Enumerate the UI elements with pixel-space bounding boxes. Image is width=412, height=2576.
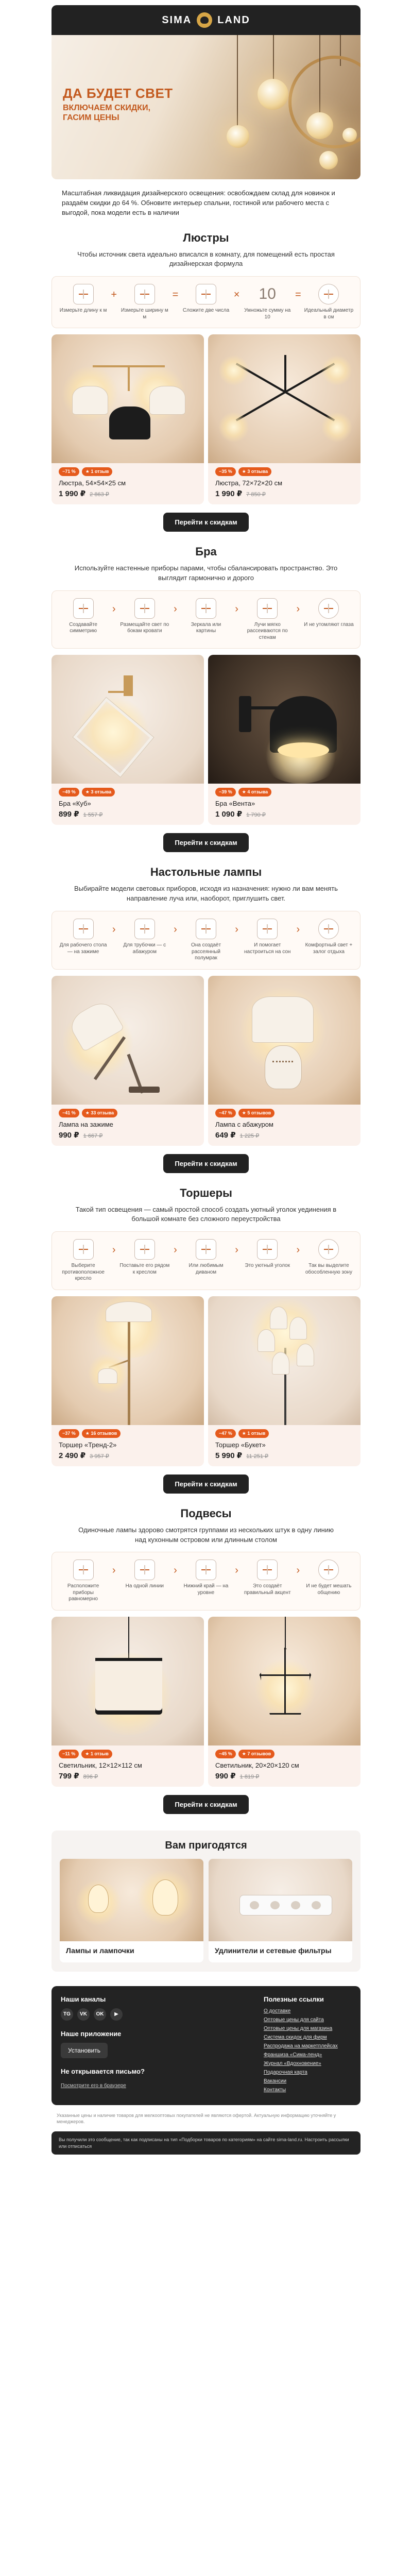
step: Поставьте его рядом к креслом bbox=[118, 1239, 170, 1276]
discount-badge: −47 % bbox=[215, 1429, 236, 1438]
arrow-icon: › bbox=[296, 603, 300, 615]
product-price: 1 990 ₽ bbox=[59, 489, 86, 499]
footer-link[interactable]: Распродажа на маркетплейсах bbox=[264, 2043, 338, 2049]
zone-icon bbox=[318, 1239, 339, 1260]
number-ten: 10 bbox=[259, 285, 276, 303]
section-title: Торшеры bbox=[180, 1186, 232, 1199]
step: Создавайте симметрию bbox=[57, 598, 109, 635]
section-desc: Одиночные лампы здорово смотрятся группами из нескольких штук в одну линию над кухонным островом или длинным столом bbox=[78, 1526, 334, 1544]
symmetry-icon bbox=[73, 598, 94, 619]
product-name[interactable]: Светильник, 12×12×112 см bbox=[59, 1761, 142, 1769]
product-image[interactable] bbox=[208, 655, 360, 784]
moon-icon bbox=[257, 919, 278, 939]
step: Зеркала или картины bbox=[180, 598, 232, 635]
step: Расположите приборы равномерно bbox=[57, 1560, 109, 1603]
room-length-icon bbox=[73, 284, 94, 304]
height-icon bbox=[196, 1560, 216, 1580]
old-price: 3 957 ₽ bbox=[90, 1453, 109, 1460]
product-name[interactable]: Светильник, 20×20×120 см bbox=[215, 1761, 299, 1769]
product-name[interactable]: Торшер «Тренд-2» bbox=[59, 1440, 117, 1449]
arrow-icon: › bbox=[112, 603, 116, 615]
hero-subtitle: ВКЛЮЧАЕМ СКИДКИ, ГАСИМ ЦЕНЫ bbox=[63, 104, 151, 123]
footer-link[interactable]: Оптовые цены для сайта bbox=[264, 2016, 324, 2023]
section-sconces bbox=[52, 545, 360, 852]
reviews-badge: ★ 1 отзыв bbox=[238, 1429, 269, 1438]
people-icon bbox=[318, 1560, 339, 1580]
product-image[interactable] bbox=[52, 655, 204, 784]
step: Выберите противоположное кресло bbox=[57, 1239, 109, 1282]
old-price: 1 819 ₽ bbox=[239, 1773, 260, 1780]
cozy-corner-icon bbox=[257, 1239, 278, 1260]
product-card[interactable] bbox=[52, 976, 204, 1146]
cta-button[interactable]: Перейти к скидкам bbox=[163, 1154, 248, 1173]
product-image[interactable] bbox=[208, 976, 360, 1105]
old-price: 1 225 ₽ bbox=[239, 1132, 260, 1139]
footer-link[interactable]: Подарочная карта bbox=[264, 2069, 307, 2075]
product-name[interactable]: Люстра, 54×54×25 см bbox=[59, 479, 126, 487]
category-label: Удлинители и сетевые фильтры bbox=[215, 1946, 332, 1955]
old-price: 7 850 ₽ bbox=[246, 492, 266, 498]
product-name[interactable]: Бра «Вента» bbox=[215, 800, 255, 808]
reviews-badge: ★ 7 отзывов bbox=[238, 1750, 274, 1758]
product-card[interactable] bbox=[208, 1617, 360, 1787]
sofa-icon bbox=[196, 1239, 216, 1260]
pendant-globe-icon bbox=[306, 112, 333, 139]
reviews-badge: ★ 33 отзыва bbox=[82, 1109, 117, 1117]
discount-badge: −37 % bbox=[59, 1429, 79, 1438]
arrow-icon: › bbox=[112, 1565, 116, 1577]
ok-icon[interactable]: OK bbox=[94, 2008, 106, 2021]
cta-button[interactable]: Перейти к скидкам bbox=[163, 513, 248, 532]
product-name[interactable]: Лампа с абажуром bbox=[215, 1120, 273, 1128]
old-price: 11 251 ₽ bbox=[246, 1453, 269, 1460]
product-price: 2 490 ₽ bbox=[59, 1451, 86, 1460]
bed-icon bbox=[134, 598, 155, 619]
product-price: 799 ₽ bbox=[59, 1771, 79, 1781]
discount-badge: −39 % bbox=[215, 788, 236, 796]
step: И не будет мешать общению bbox=[303, 1560, 355, 1596]
arrow-icon: › bbox=[174, 924, 177, 936]
section-floor-lamps bbox=[52, 1187, 360, 1494]
product-image[interactable] bbox=[52, 976, 204, 1105]
step: Измерьте ширину м м bbox=[118, 284, 170, 320]
relax-icon bbox=[318, 919, 339, 939]
arrow-icon: › bbox=[235, 1244, 238, 1256]
step: Идеальный диаметр в см bbox=[303, 284, 355, 320]
step: Для рабочего стола — на зажиме bbox=[57, 919, 109, 955]
multiply-icon: × bbox=[233, 289, 240, 301]
cta-button[interactable]: Перейти к скидкам bbox=[163, 1795, 248, 1814]
floor-lamp-globe-icon bbox=[342, 128, 357, 142]
pendant-globe-icon bbox=[258, 79, 288, 110]
product-card[interactable] bbox=[208, 655, 360, 825]
step: И помогает настроиться на сон bbox=[242, 919, 294, 955]
product-name[interactable]: Торшер «Букет» bbox=[215, 1440, 266, 1449]
hero-title: ДА БУДЕТ СВЕТ bbox=[63, 86, 173, 101]
clamp-lamp-icon bbox=[73, 919, 94, 939]
product-image[interactable] bbox=[208, 334, 360, 463]
step: Для трубочки — с абажуром bbox=[118, 919, 170, 955]
old-price: 2 863 ₽ bbox=[90, 492, 109, 498]
product-image[interactable] bbox=[52, 1617, 204, 1745]
line-icon bbox=[134, 1560, 155, 1580]
arrow-icon: › bbox=[296, 1565, 300, 1577]
product-price: 5 990 ₽ bbox=[215, 1451, 243, 1460]
step: 10 Умножьте сумму на 10 bbox=[242, 284, 294, 320]
category-label: Лампы и лампочки bbox=[66, 1946, 134, 1955]
reviews-badge: ★ 1 отзыв bbox=[82, 467, 112, 476]
logo-left-text: SIMA bbox=[162, 14, 192, 26]
product-price: 899 ₽ bbox=[59, 810, 79, 819]
discount-badge: −41 % bbox=[59, 1109, 79, 1117]
product-card[interactable] bbox=[208, 976, 360, 1146]
product-image[interactable] bbox=[208, 1617, 360, 1745]
step: Нижний край — на уровне bbox=[180, 1560, 232, 1596]
armchair-icon bbox=[73, 1239, 94, 1260]
useful-block bbox=[52, 1831, 360, 1972]
useful-title: Вам пригодятся bbox=[165, 1839, 247, 1851]
chandelier-diameter-icon bbox=[318, 284, 339, 304]
equals-icon: = bbox=[295, 289, 301, 301]
legal-note: Указанные цены и наличие товаров для мелкооптовых покупателей не являются офертой. Актуальную информацию уточняйте у менеджеров. bbox=[57, 2112, 336, 2125]
email-header bbox=[52, 5, 360, 35]
cta-button[interactable]: Перейти к скидкам bbox=[163, 833, 248, 852]
step: На одной линии bbox=[118, 1560, 170, 1590]
product-price: 649 ₽ bbox=[215, 1130, 236, 1140]
video-icon[interactable]: ▶ bbox=[110, 2008, 123, 2021]
arrow-icon: › bbox=[296, 924, 300, 936]
accent-icon bbox=[257, 1560, 278, 1580]
tips-steps bbox=[52, 1231, 360, 1290]
light-rays-icon bbox=[257, 598, 278, 619]
plus-icon: + bbox=[111, 289, 117, 301]
footer-link[interactable]: Журнал «Вдохновение» bbox=[264, 2060, 321, 2066]
step: Комфортный свет + залог отдыха bbox=[303, 919, 355, 955]
product-price: 990 ₽ bbox=[59, 1130, 79, 1140]
product-card[interactable] bbox=[208, 334, 360, 504]
footer-link[interactable]: Система скидок для фирм bbox=[264, 2034, 327, 2040]
arrow-icon: › bbox=[174, 1244, 177, 1256]
section-chandeliers bbox=[52, 231, 360, 532]
discount-badge: −35 % bbox=[215, 467, 236, 476]
arrow-icon: › bbox=[235, 1565, 238, 1577]
product-image[interactable] bbox=[52, 1296, 204, 1425]
old-price: 1 667 ₽ bbox=[83, 1132, 103, 1139]
arrow-icon: › bbox=[296, 1244, 300, 1256]
links-title: Полезные ссылки bbox=[264, 1995, 324, 2003]
reviews-badge: ★ 1 отзыв bbox=[81, 1750, 112, 1758]
section-desc: Такой тип освещения — самый простой способ создать уютный уголок уединения в большой комнате без сложного переустройства bbox=[75, 1205, 337, 1223]
pendants-row-icon bbox=[73, 1560, 94, 1580]
discount-badge: −47 % bbox=[215, 1109, 236, 1117]
section-desc: Используйте настенные приборы парами, чтобы сбалансировать пространство. Это выглядит гармонично и дорого bbox=[74, 564, 338, 582]
section-title: Люстры bbox=[183, 231, 229, 244]
step: Или любимым диваном bbox=[180, 1239, 232, 1276]
product-card[interactable] bbox=[52, 334, 204, 504]
intro-text: Масштабная ликвидация дизайнерского освещения: освобождаем склад для новинок и раздаём скидки до 64 %. Обновите интерьер спальни, гостиной или рабочего места с выгодой, пока модели есть в наличии bbox=[62, 189, 335, 216]
step: Это создаёт правильный акцент bbox=[242, 1560, 294, 1596]
section-table-lamps bbox=[52, 866, 360, 1173]
discount-badge: −49 % bbox=[59, 788, 79, 796]
step: Это уютный уголок bbox=[242, 1239, 294, 1269]
arrow-icon: › bbox=[174, 1565, 177, 1577]
reviews-badge: ★ 16 отзывов bbox=[82, 1429, 121, 1438]
channels-title: Наши каналы bbox=[61, 1995, 106, 2003]
section-title: Подвесы bbox=[180, 1506, 232, 1520]
old-price: 896 ₽ bbox=[83, 1773, 98, 1780]
floor-lamp-icon bbox=[134, 1239, 155, 1260]
section-title: Бра bbox=[195, 545, 217, 558]
dim-light-icon bbox=[196, 919, 216, 939]
cta-button[interactable]: Перейти к скидкам bbox=[163, 1475, 248, 1494]
section-title: Настольные лампы bbox=[150, 866, 262, 879]
product-name[interactable]: Люстра, 72×72×20 см bbox=[215, 479, 283, 487]
product-price: 1 090 ₽ bbox=[215, 810, 243, 819]
mirror-icon bbox=[196, 598, 216, 619]
reviews-badge: ★ 4 отзыва bbox=[238, 788, 271, 796]
category-image[interactable] bbox=[209, 1859, 352, 1941]
app-title: Наше приложение bbox=[61, 2029, 122, 2038]
reviews-badge: ★ 5 отзывов bbox=[238, 1109, 274, 1117]
pendant-globe-icon bbox=[319, 151, 338, 170]
product-card[interactable] bbox=[52, 655, 204, 825]
step: Измерьте длину к м bbox=[57, 284, 109, 314]
arrow-icon: › bbox=[174, 603, 177, 615]
product-name[interactable]: Лампа на зажиме bbox=[59, 1120, 113, 1128]
old-price: 1 557 ₽ bbox=[83, 812, 103, 819]
section-desc: Выбирайте модели световых приборов, исходя из назначения: нужно ли вам менять направление луча или, наоборот, приглушить свет. bbox=[74, 885, 338, 903]
product-name[interactable]: Бра «Куб» bbox=[59, 800, 91, 808]
footer bbox=[52, 1986, 360, 2105]
discount-badge: −71 % bbox=[59, 467, 79, 476]
logo-icon bbox=[197, 12, 212, 28]
telegram-icon[interactable]: TG bbox=[61, 2008, 73, 2021]
eye-icon bbox=[318, 598, 339, 619]
category-card-lamps[interactable] bbox=[60, 1859, 203, 1962]
footer-link[interactable]: Оптовые цены для магазина bbox=[264, 2025, 333, 2031]
arrow-icon: › bbox=[235, 924, 238, 936]
product-image[interactable] bbox=[208, 1296, 360, 1425]
footer-link[interactable]: Вакансии bbox=[264, 2078, 287, 2084]
equals-icon: = bbox=[172, 289, 179, 301]
footer-link[interactable]: Контакты bbox=[264, 2087, 286, 2093]
lampshade-icon bbox=[134, 919, 155, 939]
product-image[interactable] bbox=[52, 334, 204, 463]
product-price: 1 990 ₽ bbox=[215, 489, 243, 499]
product-card[interactable] bbox=[52, 1617, 204, 1787]
step: И не утомляют глаза bbox=[303, 598, 355, 629]
logo-right-text: LAND bbox=[217, 14, 250, 26]
pendant-globe-icon bbox=[227, 125, 249, 148]
install-app-button[interactable]: Установить bbox=[61, 2043, 108, 2058]
category-image[interactable] bbox=[60, 1859, 203, 1941]
view-in-browser-link[interactable]: Посмотрите его в браузере bbox=[61, 2082, 126, 2089]
room-width-icon bbox=[134, 284, 155, 304]
product-card[interactable] bbox=[208, 1296, 360, 1466]
section-desc: Чтобы источник света идеально вписался в комнату, для помещений есть простая дизайнерская формула bbox=[77, 250, 335, 268]
discount-badge: −45 % bbox=[215, 1750, 236, 1758]
unsubscribe-note[interactable]: Вы получили это сообщение, так как подписаны на тип «Подборки товаров по категориям» на сайте sima-land.ru. Настроить рассылки или отписаться bbox=[52, 2131, 360, 2155]
formula-steps bbox=[52, 276, 360, 328]
reviews-badge: ★ 3 отзыва bbox=[238, 467, 271, 476]
sum-icon bbox=[196, 284, 216, 304]
product-price: 990 ₽ bbox=[215, 1771, 236, 1781]
arrow-icon: › bbox=[112, 924, 116, 936]
step: Так вы выделите обособленную зону bbox=[303, 1239, 355, 1276]
step: Размещайте свет по бокам кровати bbox=[118, 598, 170, 635]
tips-steps bbox=[52, 1552, 360, 1611]
step: Она создаёт рассеянный полумрак bbox=[180, 919, 232, 962]
arrow-icon: › bbox=[235, 603, 238, 615]
old-price: 1 790 ₽ bbox=[246, 812, 266, 819]
product-card[interactable] bbox=[52, 1296, 204, 1466]
arrow-icon: › bbox=[112, 1244, 116, 1256]
category-card-extension-cords[interactable] bbox=[209, 1859, 352, 1962]
not-open-title: Не открывается письмо? bbox=[61, 2067, 145, 2075]
vk-icon[interactable]: VK bbox=[77, 2008, 90, 2021]
step: Лучи мягко рассеиваются по стенам bbox=[242, 598, 294, 641]
section-pendants bbox=[52, 1507, 360, 1814]
tips-steps bbox=[52, 911, 360, 970]
step: Сложите две числа bbox=[180, 284, 232, 314]
discount-badge: −11 % bbox=[59, 1750, 79, 1758]
hero-banner[interactable] bbox=[52, 35, 360, 179]
reviews-badge: ★ 3 отзыва bbox=[82, 788, 115, 796]
tips-steps bbox=[52, 590, 360, 649]
footer-link[interactable]: Франшиза «Сима-ленд» bbox=[264, 2052, 322, 2058]
footer-link[interactable]: О доставке bbox=[264, 2008, 291, 2014]
